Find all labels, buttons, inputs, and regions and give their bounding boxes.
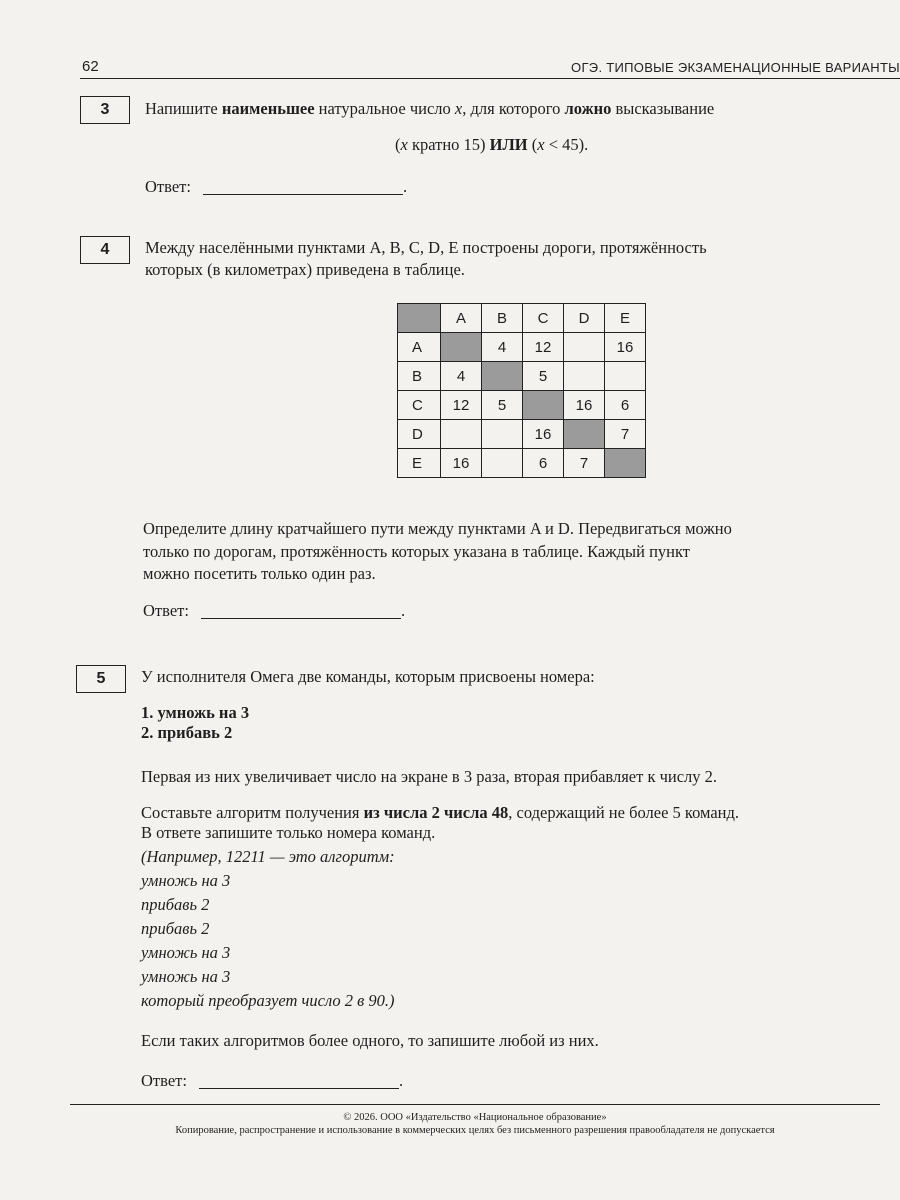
table-header-row bbox=[398, 304, 646, 333]
table-cell bbox=[523, 391, 564, 420]
table-header-cell: D bbox=[564, 304, 605, 333]
task-5-example-1: (Например, 12211 — это алгоритм: bbox=[141, 847, 395, 866]
table-row-header: A bbox=[398, 333, 441, 362]
table-cell: 16 bbox=[605, 333, 646, 362]
task-5-example-7: который преобразует число 2 в 90.) bbox=[141, 991, 395, 1010]
table-row-header: C bbox=[398, 391, 441, 420]
table-cell bbox=[482, 449, 523, 478]
running-title: ОГЭ. ТИПОВЫЕ ЭКЗАМЕНАЦИОННЫЕ ВАРИАНТЫ bbox=[571, 60, 900, 75]
task-4-question-1: Определите длину кратчайшего пути между пунктами A и D. Передвигаться можно bbox=[143, 519, 732, 538]
table-cell: 16 bbox=[523, 420, 564, 449]
task-4-answer[interactable]: Ответ: . bbox=[143, 601, 406, 620]
table-row-header: D bbox=[398, 420, 441, 449]
table-row-header: B bbox=[398, 362, 441, 391]
task-5-example-2: умножь на 3 bbox=[141, 871, 231, 890]
task-5-number: 5 bbox=[76, 665, 126, 693]
table-cell: 7 bbox=[564, 449, 605, 478]
table-row bbox=[398, 449, 646, 478]
answer-line[interactable] bbox=[199, 1072, 399, 1089]
task-4-number: 4 bbox=[80, 236, 130, 264]
task-4-line1: Между населёнными пунктами A, B, C, D, E построены дороги, протяжённость bbox=[145, 238, 707, 257]
table-header-cell: E bbox=[605, 304, 646, 333]
table-cell: 4 bbox=[482, 333, 523, 362]
table-row bbox=[398, 391, 646, 420]
table-row bbox=[398, 362, 646, 391]
table-cell: 4 bbox=[441, 362, 482, 391]
table-cell bbox=[605, 362, 646, 391]
table-corner-cell bbox=[398, 304, 441, 333]
task-5-task: Составьте алгоритм получения из числа 2 числа 48, содержащий не более 5 команд. bbox=[141, 803, 740, 822]
table-cell bbox=[441, 420, 482, 449]
task-3-expression: (x кратно 15) ИЛИ (x < 45). bbox=[395, 135, 589, 154]
answer-line[interactable] bbox=[201, 602, 401, 619]
task-5-example-6: умножь на 3 bbox=[141, 967, 231, 986]
table-cell: 5 bbox=[523, 362, 564, 391]
table-cell bbox=[564, 333, 605, 362]
task-4-question-2: только по дорогам, протяжённость которых указана в таблице. Каждый пункт bbox=[143, 542, 690, 561]
table-cell: 5 bbox=[482, 391, 523, 420]
table-header-cell: A bbox=[441, 304, 482, 333]
distance-table bbox=[397, 303, 646, 478]
table-row bbox=[398, 420, 646, 449]
task-4-question-3: можно посетить только один раз. bbox=[143, 564, 376, 583]
copyright: © 2026. ООО «Издательство «Национальное образование» bbox=[343, 1112, 607, 1123]
page-header bbox=[80, 56, 900, 79]
page-footer bbox=[70, 1104, 880, 1137]
table-cell bbox=[482, 362, 523, 391]
table-cell: 16 bbox=[564, 391, 605, 420]
copyright-notice: Копирование, распространение и использование в коммерческих целях без письменного разрешения правообладателя не допускается bbox=[175, 1125, 775, 1136]
table-row-header: E bbox=[398, 449, 441, 478]
table-cell bbox=[564, 362, 605, 391]
task-5-task-2: В ответе запишите только номера команд. bbox=[141, 823, 436, 842]
task-5-answer[interactable]: Ответ: . bbox=[141, 1071, 404, 1090]
table-row bbox=[398, 333, 646, 362]
task-5-example-5: умножь на 3 bbox=[141, 943, 231, 962]
table-cell bbox=[564, 420, 605, 449]
page-number: 62 bbox=[82, 58, 99, 75]
answer-line[interactable] bbox=[203, 178, 403, 195]
task-3-number: 3 bbox=[80, 96, 130, 124]
task-5-example-3: прибавь 2 bbox=[141, 895, 210, 914]
task-3-answer[interactable]: Ответ: . bbox=[145, 177, 408, 196]
task-5-note: Если таких алгоритмов более одного, то запишите любой из них. bbox=[141, 1031, 599, 1050]
table-cell: 6 bbox=[523, 449, 564, 478]
table-cell: 6 bbox=[605, 391, 646, 420]
table-cell bbox=[482, 420, 523, 449]
table-cell bbox=[441, 333, 482, 362]
task-5-command-1: 1. умножь на 3 bbox=[141, 703, 250, 722]
table-header-cell: B bbox=[482, 304, 523, 333]
task-5-command-2: 2. прибавь 2 bbox=[141, 723, 233, 742]
table-cell: 16 bbox=[441, 449, 482, 478]
table-cell: 7 bbox=[605, 420, 646, 449]
task-5-description: Первая из них увеличивает число на экране в 3 раза, вторая прибавляет к числу 2. bbox=[141, 767, 718, 786]
task-5-intro: У исполнителя Омега две команды, которым присвоены номера: bbox=[141, 667, 595, 686]
table-cell: 12 bbox=[441, 391, 482, 420]
table-header-cell: C bbox=[523, 304, 564, 333]
table-cell bbox=[605, 449, 646, 478]
task-5-example-4: прибавь 2 bbox=[141, 919, 210, 938]
task-4-line2: которых (в километрах) приведена в таблице. bbox=[145, 260, 465, 279]
table-cell: 12 bbox=[523, 333, 564, 362]
task-3-statement: Напишите наименьшее натуральное число x, для которого ложно высказывание bbox=[145, 99, 715, 118]
